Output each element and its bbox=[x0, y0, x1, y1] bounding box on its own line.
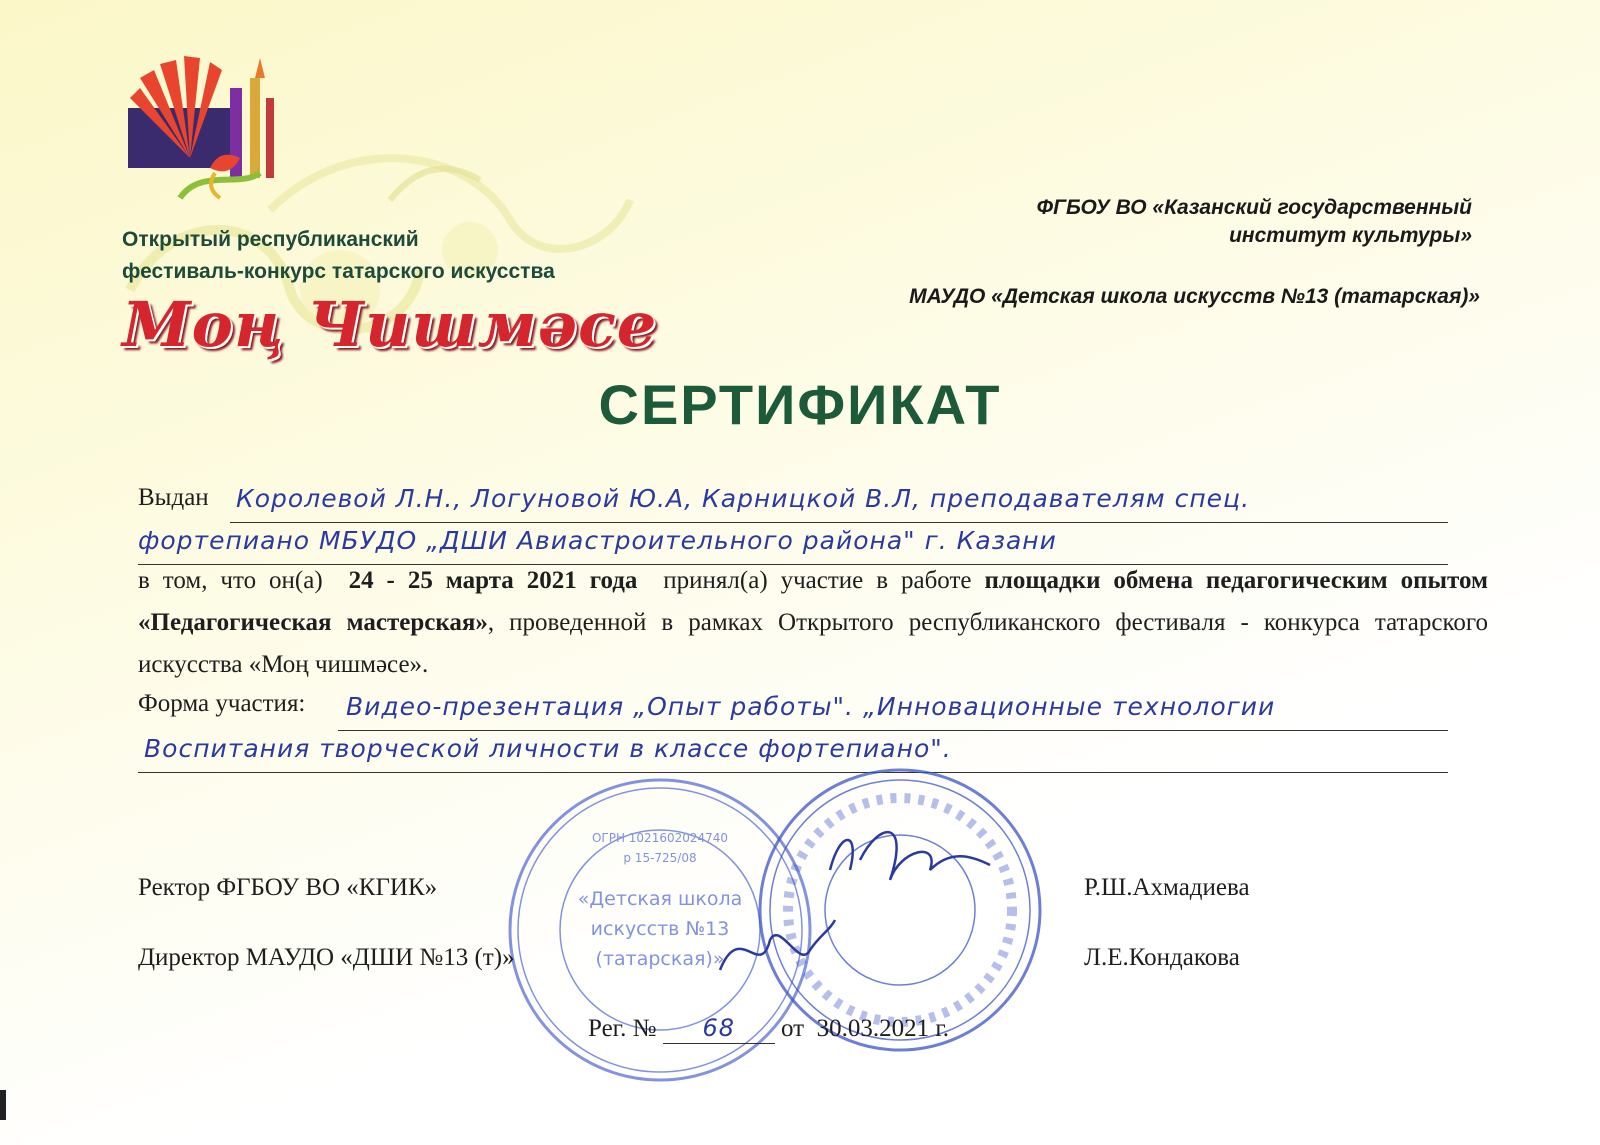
issued-label: Выдан bbox=[138, 484, 209, 511]
issued-handwritten-line-1: Королевой Л.Н., Логуновой Ю.А, Карницкой В.Л, преподавателям спец. bbox=[236, 484, 1251, 513]
institute-line-2: институт культуры» bbox=[1229, 224, 1472, 247]
rector-name: Р.Ш.Ахмадиева bbox=[1084, 874, 1250, 901]
festival-description bbox=[122, 224, 555, 288]
rector-role: Ректор ФГБОУ ВО «КГИК» bbox=[138, 874, 438, 901]
reg-from: от bbox=[780, 1015, 805, 1042]
festival-line-1: Открытый республиканский bbox=[122, 228, 419, 251]
body-dates: 24 - 25 марта 2021 года bbox=[348, 567, 638, 594]
body-text-2: принял(а) участие в работе bbox=[663, 567, 972, 594]
director-name: Л.Е.Кондакова bbox=[1084, 944, 1240, 971]
stamp-line-2: искусств №13 bbox=[590, 918, 730, 940]
institute-line-1: ФГБОУ ВО «Казанский государственный bbox=[1036, 196, 1472, 219]
festival-emblem-logo bbox=[120, 48, 300, 208]
director-signature bbox=[710, 910, 840, 990]
certificate-title: СЕРТИФИКАТ bbox=[598, 373, 1002, 436]
certificate-body-paragraph bbox=[138, 560, 1488, 686]
director-role: Директор МАУДО «ДШИ №13 (т)» bbox=[138, 944, 515, 971]
festival-name-logotype: Моң Чишмәсе bbox=[122, 288, 658, 361]
stamp-line-1: «Детская школа bbox=[577, 888, 743, 910]
school-name: МАУДО «Детская школа искусств №13 (татарская)» bbox=[909, 285, 1480, 308]
form-handwritten-line-1: Видео-презентация „Опыт работы". „Инновационные технологии bbox=[346, 692, 1276, 721]
body-bold-platform: площадки обмена педагогическим опытом «Педагогическая мастерская» bbox=[138, 567, 1489, 636]
reg-date: 30.03.2021 г. bbox=[816, 1015, 950, 1042]
reg-number: 68 bbox=[702, 1014, 735, 1042]
reg-row bbox=[588, 1014, 949, 1044]
issued-handwritten-line-2: фортепиано МБУДО „ДШИ Авиастроительного района" г. Казани bbox=[138, 526, 1057, 555]
stamp-ogrn: ОГРН 1021602024740 bbox=[591, 831, 729, 845]
stamp-rnum: р 15-725/08 bbox=[623, 851, 697, 865]
stamp-line-3: (татарская)» bbox=[595, 948, 725, 970]
institute-name bbox=[872, 194, 1472, 250]
rector-signature bbox=[820, 810, 1000, 900]
form-handwritten-line-2: Воспитания творческой личности в классе фортепиано". bbox=[144, 734, 952, 763]
body-text-1: в том, что он(а) bbox=[138, 567, 323, 594]
reg-label: Рег. № bbox=[588, 1015, 657, 1042]
form-label: Форма участия: bbox=[138, 690, 306, 717]
scan-edge-mark bbox=[0, 1090, 6, 1120]
festival-line-2: фестиваль-конкурс татарского искусства bbox=[122, 260, 555, 283]
body-text-3: , проведенной в рамках Открытого республиканского фестиваля - конкурса татарского искусства «Моң чишмәсе». bbox=[138, 609, 1488, 678]
